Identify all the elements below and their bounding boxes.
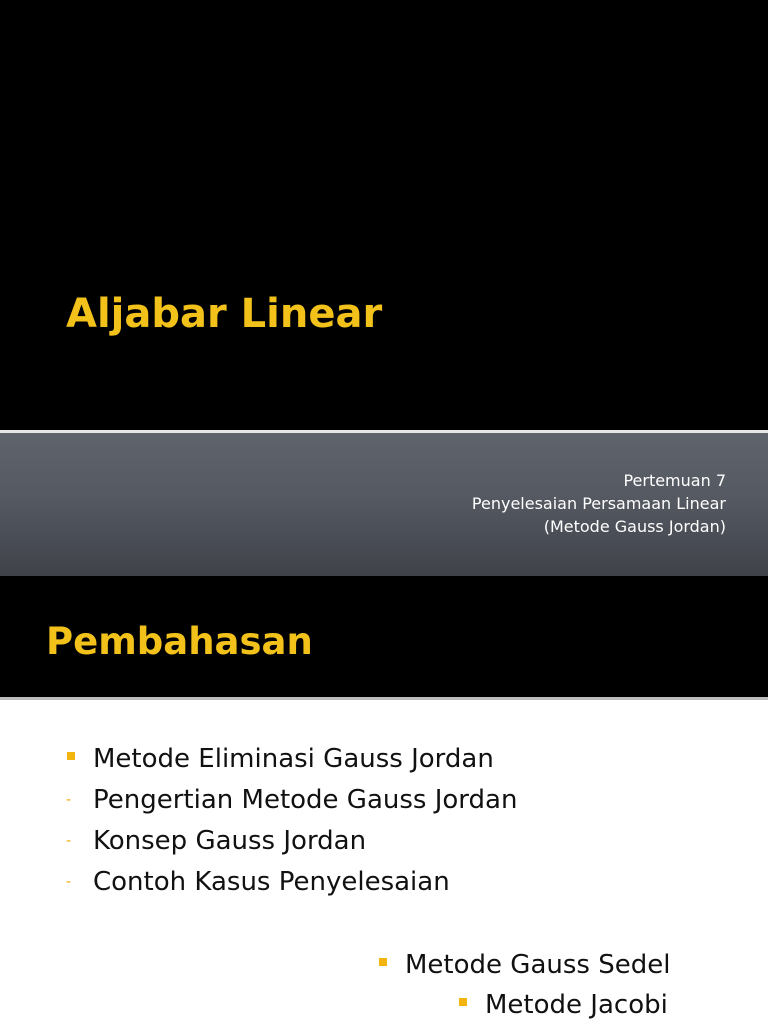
list-item	[66, 738, 517, 779]
list-item-text: Pengertian Metode Gauss Jordan	[93, 784, 518, 815]
topic-list	[66, 738, 517, 902]
square-bullet-icon	[66, 749, 93, 769]
list-item-gauss-sedel	[378, 944, 670, 985]
list-item	[66, 820, 517, 861]
list-item-jacobi	[458, 984, 668, 1024]
dash-bullet: -	[66, 791, 72, 808]
list-item	[66, 861, 517, 902]
list-item-text: Konsep Gauss Jordan	[93, 825, 367, 856]
section-divider	[0, 697, 768, 700]
list-item-text: Metode Jacobi	[485, 989, 668, 1020]
square-bullet-icon	[378, 955, 405, 975]
subtitle-band	[0, 433, 768, 576]
list-item-text: Metode Gauss Sedel	[405, 949, 671, 980]
dash-bullet: -	[66, 832, 72, 849]
subtitle-line-meeting: Pertemuan 7	[623, 471, 726, 490]
square-bullet-icon	[458, 995, 485, 1015]
subtitle-block	[472, 469, 726, 538]
section-title: Pembahasan	[46, 620, 313, 663]
subtitle-line-topic: Penyelesaian Persamaan Linear	[471, 494, 726, 513]
list-item	[66, 779, 517, 820]
list-item-text: Contoh Kasus Penyelesaian	[93, 866, 450, 897]
subtitle-line-method: (Metode Gauss Jordan)	[543, 517, 726, 536]
list-item-text: Metode Eliminasi Gauss Jordan	[93, 743, 494, 774]
slide-title: Aljabar Linear	[66, 291, 383, 337]
dash-bullet: -	[66, 873, 72, 890]
